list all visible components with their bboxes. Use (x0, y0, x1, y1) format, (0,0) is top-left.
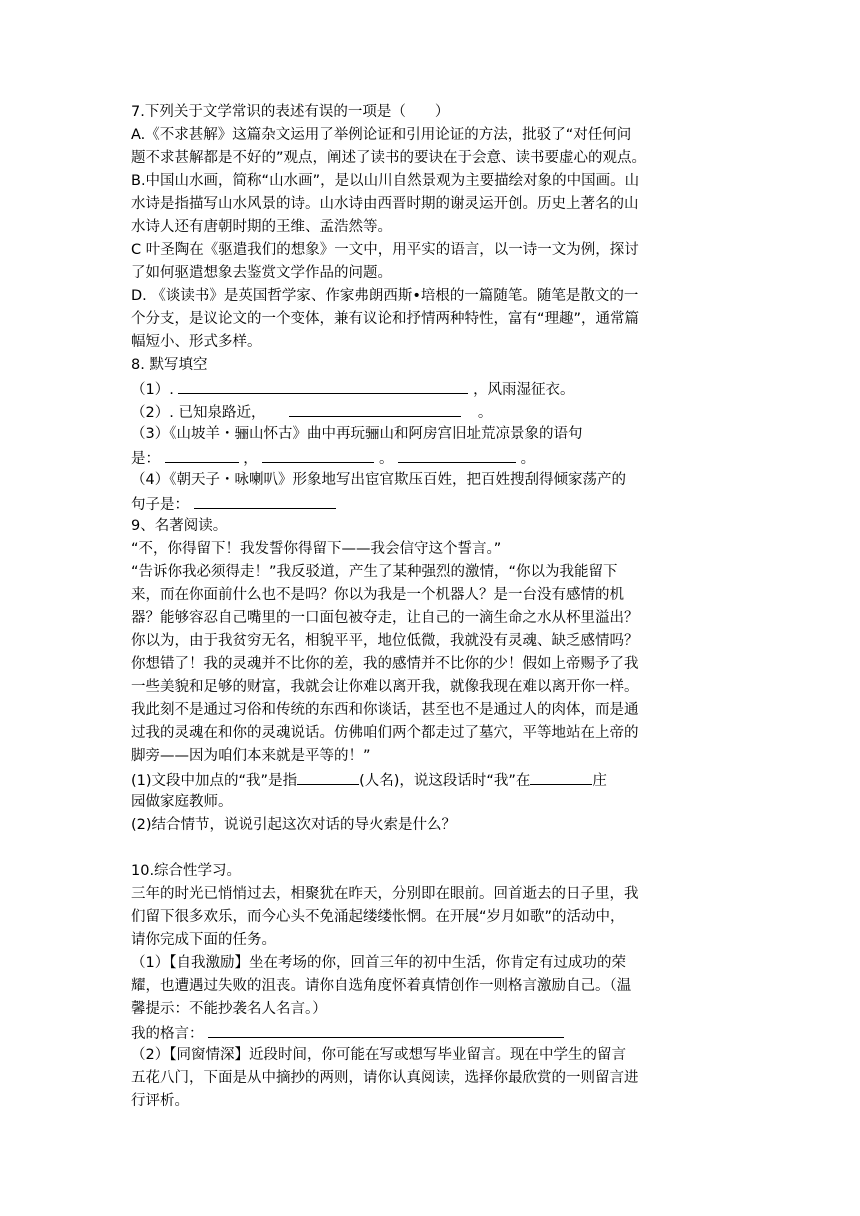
q8-item2-suffix: 。 (477, 405, 493, 421)
q9-sub1-part-b: (人名)，说这段话时“我”在 (359, 773, 531, 789)
question-9 (131, 515, 735, 860)
q7-option-c-line2: 了如何驱遣想象去鉴赏文学作品的问题。 (131, 265, 392, 281)
q9-sub1-part-a: (1)文段中加点的“我”是指 (131, 773, 298, 789)
q8-item1-prefix: （1）. (131, 382, 174, 398)
answer-blank[interactable] (262, 446, 374, 463)
q8-item-2 (131, 400, 735, 423)
q7-option-d-line3: 幅短小、形式多样。 (131, 334, 262, 350)
q9-passage-line: 脚旁——因为咱们本来就是平等的！” (131, 748, 371, 764)
question-7 (131, 101, 735, 354)
q10-intro-line: 们留下很多欢乐，而今心头不免涌起缕缕怅惘。在开展“岁月如歌”的活动中， (131, 909, 625, 925)
q10-task1-line: 馨提示：不能抄袭名人名言。） (131, 1001, 327, 1017)
q8-item-3-line1: （3）《山坡羊・骊山怀古》曲中再玩骊山和阿房宫旧址荒凉景象的语句 (131, 426, 583, 442)
question-8 (131, 354, 735, 515)
q10-task2-line: 五花八门，下面是从中摘抄的两则，请你认真阅读，选择你最欣赏的一则留言进 (131, 1070, 639, 1086)
q8-item2-prefix: （2）. 已知泉路近， (131, 405, 266, 421)
answer-blank[interactable] (398, 446, 516, 463)
q8-item1-suffix: ，风雨湿征衣。 (473, 382, 575, 398)
q9-sub1-line1 (131, 768, 735, 791)
q7-stem: 7.下列关于文学常识的表述有误的一项是（ ） (131, 104, 450, 120)
q8-item3-prefix: 是： (131, 451, 160, 467)
q9-passage-line: 我此刻不是通过习俗和传统的东西和你谈话，甚至也不是通过人的肉体，而是通 (131, 702, 639, 718)
answer-blank[interactable] (530, 768, 592, 785)
question-10 (131, 860, 735, 1113)
q9-passage-line: 一些美貌和足够的财富，我就会让你难以离开我，就像我现在难以离开你一样。 (131, 679, 639, 695)
q9-passage-line: “不，你得留下！我发誓你得留下——我会信守这个誓言。” (131, 541, 502, 557)
q9-sub2: (2)结合情节，说说引起这次对话的导火索是什么？ (131, 817, 457, 833)
q7-option-b-line2: 水诗是指描写山水风景的诗。山水诗由西晋时期的谢灵运开创。历史上著名的山 (131, 196, 639, 212)
exam-page (131, 101, 735, 1113)
q7-option-a-line2: 题不求甚解都是不好的”观点，阐述了读书的要诀在于会意、读书要虚心的观点。 (131, 150, 647, 166)
q9-passage-line: 过我的灵魂在和你的灵魂说话。仿佛咱们两个都走过了墓穴，平等地站在上帝的 (131, 725, 639, 741)
q9-title: 9、名著阅读。 (131, 518, 228, 534)
q9-sub1-line2: 园做家庭教师。 (131, 794, 233, 810)
answer-blank[interactable] (297, 768, 359, 785)
q7-option-b-line1: B.中国山水画，简称“山水画”，是以山川自然景观为主要描绘对象的中国画。山 (131, 173, 640, 189)
q10-task1-line: （1）【自我激励】坐在考场的你，回首三年的初中生活，你肯定有过成功的荣 (131, 955, 626, 971)
q9-passage-line: 器？能够容忍自己嘴里的一口面包被夺走，让自己的一滴生命之水从杯里溢出？ (131, 610, 639, 626)
q7-option-c-line1: C 叶圣陶在《驱遣我们的想象》一文中，用平实的语言，以一诗一文为例，探讨 (131, 242, 639, 258)
q9-passage-line: 你想错了！我的灵魂并不比你的差，我的感情并不比你的少！假如上帝赐予了我 (131, 656, 639, 672)
q9-passage-line: 你以为，由于我贫穷无名，相貌平平，地位低微，我就没有灵魂、缺乏感情吗？ (131, 633, 639, 649)
q8-item3-sep1: ， (243, 451, 258, 467)
q7-option-a-line1: A.《不求甚解》这篇杂文运用了举例论证和引用论证的方法，批驳了“对任何问 (131, 127, 632, 143)
q10-task2-line: （2）【同窗情深】近段时间，你可能在写或想写毕业留言。现在中学生的留言 (131, 1047, 626, 1063)
q8-item4-prefix: 句子是： (131, 497, 189, 513)
q10-intro-line: 三年的时光已悄悄过去，相聚犹在昨天，分别即在眼前。回首逝去的日子里，我 (131, 886, 639, 902)
q10-title: 10.综合性学习。 (131, 863, 242, 879)
answer-blank[interactable] (178, 377, 468, 394)
q10-motto-line (131, 1021, 735, 1044)
q9-passage-line: 来，而在你面前什么也不是吗？你以为我是一个机器人？是一台没有感情的机 (131, 587, 624, 603)
q8-item-1 (131, 377, 735, 400)
q10-task1-line: 耀，也遭遇过失败的沮丧。请你自选角度怀着真情创作一则格言激励自己。（温 (131, 978, 632, 994)
q8-item-4-line1: （4）《朝天子・咏喇叭》形象地写出宦官欺压百姓，把百姓搜刮得倾家荡产的 (131, 472, 626, 488)
answer-blank[interactable] (194, 492, 336, 509)
motto-label: 我的格言： (131, 1026, 204, 1042)
q9-sub1-part-c: 庄 (592, 773, 607, 789)
answer-blank[interactable] (289, 400, 461, 417)
q10-task2-line: 行评析。 (131, 1093, 189, 1109)
q7-option-d-line2: 个分支，是议论文的一个变体，兼有议论和抒情两种特性，富有“理趣”，通常篇 (131, 311, 640, 327)
q7-option-b-line3: 水诗人还有唐朝时期的王维、孟浩然等。 (131, 219, 392, 235)
q10-intro-line: 请你完成下面的任务。 (131, 932, 276, 948)
motto-answer-blank[interactable] (208, 1021, 564, 1038)
q7-option-d-line1: D. 《谈读书》是英国哲学家、作家弗朗西斯•培根的一篇随笔。随笔是散文的一 (131, 288, 639, 304)
spacer (131, 837, 735, 860)
q8-title: 8. 默写填空 (131, 357, 208, 373)
q9-passage-line: “告诉你我必须得走！”我反驳道，产生了某种强烈的激情，“你以为我能留下 (131, 564, 618, 580)
q8-item-4-line2 (131, 492, 735, 515)
q8-item3-end: 。 (520, 451, 536, 467)
answer-blank[interactable] (165, 446, 239, 463)
q8-item3-sep2: 。 (378, 451, 394, 467)
q8-item-3-line2 (131, 446, 735, 469)
